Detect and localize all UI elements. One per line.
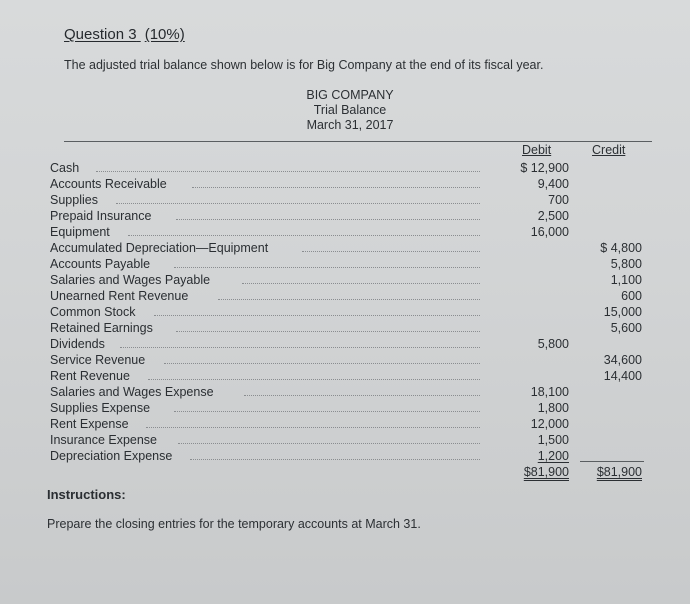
- statement-header: [260, 88, 440, 133]
- table-row: [50, 448, 670, 464]
- instructions-text: Prepare the closing entries for the temporary accounts at March 31.: [47, 517, 421, 531]
- account-name: Supplies Expense: [50, 401, 151, 415]
- table-row: [50, 320, 670, 336]
- account-name: Salaries and Wages Payable: [50, 273, 211, 287]
- statement-name: Trial Balance: [313, 103, 387, 117]
- table-row: [50, 224, 670, 240]
- account-name: Service Revenue: [50, 353, 146, 367]
- account-name: Equipment: [50, 225, 110, 239]
- account-name: Salaries and Wages Expense: [50, 385, 214, 399]
- debit-amount: 9,400: [537, 177, 569, 191]
- trial-balance-table: [50, 160, 670, 482]
- credit-amount: 15,000: [603, 305, 642, 319]
- totals-row: [50, 464, 670, 482]
- table-row: [50, 192, 670, 208]
- table-row: [50, 416, 670, 432]
- question-percent: (10%): [144, 26, 185, 43]
- account-name: Dividends: [50, 337, 105, 351]
- table-row: [50, 304, 670, 320]
- credit-total-rule: [580, 461, 644, 462]
- account-name: Supplies: [50, 193, 98, 207]
- debit-amount: 12,000: [530, 417, 569, 431]
- account-name: Retained Earnings: [50, 321, 153, 335]
- table-row: [50, 240, 670, 256]
- account-name: Accounts Payable: [50, 257, 151, 271]
- table-row: [50, 400, 670, 416]
- credit-amount: 5,800: [610, 257, 642, 271]
- table-row: [50, 256, 670, 272]
- table-row: [50, 208, 670, 224]
- credit-amount: $ 4,800: [600, 241, 642, 255]
- account-name: Cash: [50, 161, 80, 175]
- debit-amount: 700: [548, 193, 569, 207]
- debit-amount: $ 12,900: [520, 161, 569, 175]
- credit-amount: 1,100: [610, 273, 642, 287]
- credit-total: $81,900: [596, 465, 642, 479]
- table-row: [50, 288, 670, 304]
- account-name: Common Stock: [50, 305, 136, 319]
- instructions-title: Instructions:: [47, 487, 126, 502]
- account-name: Insurance Expense: [50, 433, 158, 447]
- question-title: [64, 26, 185, 43]
- debit-amount: 1,200: [537, 449, 569, 463]
- account-name: Depreciation Expense: [50, 449, 173, 463]
- credit-column-header: Credit: [592, 143, 626, 157]
- credit-amount: 600: [621, 289, 642, 303]
- debit-total: $81,900: [523, 465, 569, 479]
- table-row: [50, 160, 670, 176]
- debit-amount: 18,100: [530, 385, 569, 399]
- account-name: Rent Expense: [50, 417, 129, 431]
- account-name: Unearned Rent Revenue: [50, 289, 189, 303]
- question-label: Question 3: [64, 26, 137, 43]
- account-name: Prepaid Insurance: [50, 209, 152, 223]
- credit-amount: 34,600: [603, 353, 642, 367]
- debit-amount: 2,500: [537, 209, 569, 223]
- account-name: Accumulated Depreciation—Equipment: [50, 241, 269, 255]
- account-name: Rent Revenue: [50, 369, 130, 383]
- intro-text: The adjusted trial balance shown below is for Big Company at the end of its fiscal year.: [64, 58, 544, 72]
- header-rule: [64, 141, 652, 142]
- table-row: [50, 432, 670, 448]
- account-name: Accounts Receivable: [50, 177, 167, 191]
- table-row: [50, 336, 670, 352]
- table-row: [50, 384, 670, 400]
- debit-column-header: Debit: [522, 143, 552, 157]
- debit-amount: 1,500: [537, 433, 569, 447]
- debit-amount: 5,800: [537, 337, 569, 351]
- credit-amount: 5,600: [610, 321, 642, 335]
- table-row: [50, 272, 670, 288]
- table-row: [50, 352, 670, 368]
- company-name: BIG COMPANY: [306, 88, 394, 102]
- credit-amount: 14,400: [603, 369, 642, 383]
- debit-amount: 1,800: [537, 401, 569, 415]
- debit-amount: 16,000: [530, 225, 569, 239]
- statement-date: March 31, 2017: [306, 118, 394, 132]
- table-row: [50, 368, 670, 384]
- table-row: [50, 176, 670, 192]
